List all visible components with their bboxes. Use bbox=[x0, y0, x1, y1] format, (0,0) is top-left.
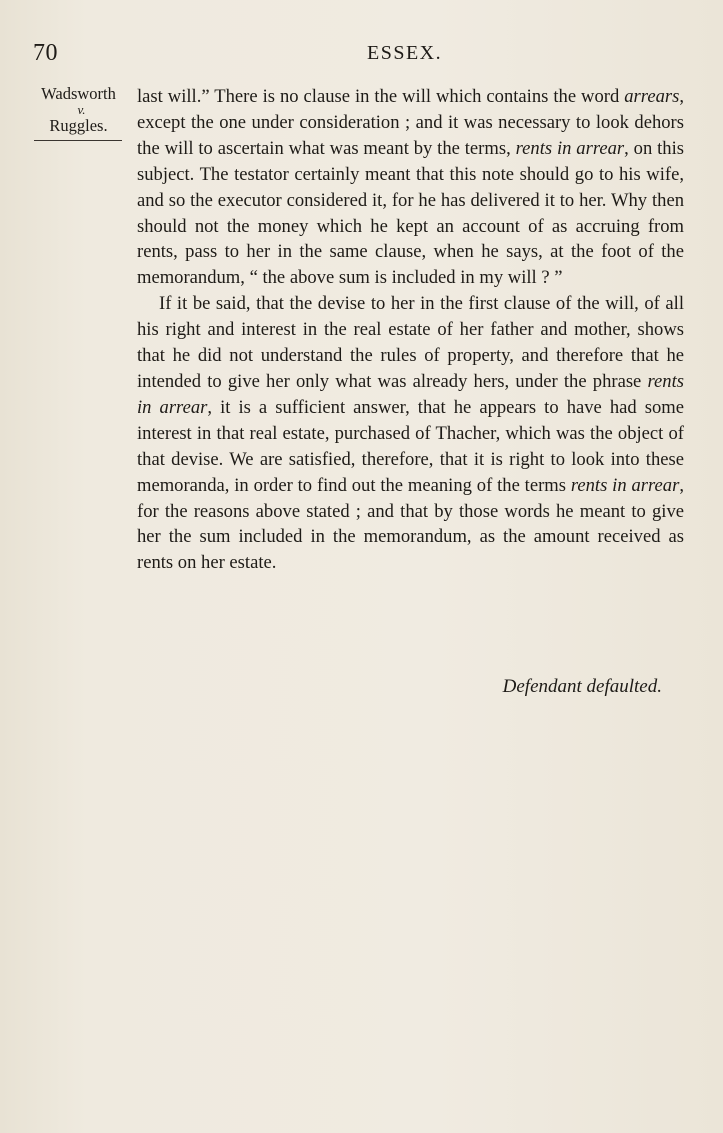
paragraph-2 bbox=[137, 291, 684, 576]
p2-text-2: , it is a sufficient answer, that he appears to have had some interest in that real estate, purchased of Thacher, which was the object of that devise. We are satisfied, therefore, that it is right to look into these memoranda, in order to find out the meaning of the terms bbox=[137, 396, 684, 496]
running-head: ESSEX. bbox=[367, 42, 443, 64]
page-number: 70 bbox=[33, 40, 58, 66]
p2-text-1: If it be said, that the devise to her in the first clause of the will, of all his right and interest in the real estate of her father and mother, shows that he did not understand the rules of property, and therefore that he intended to give her only what was already hers, under the phrase bbox=[137, 293, 684, 392]
body-text bbox=[137, 84, 684, 576]
p2-text-3: , for the reasons above stated ; and that by those words he meant to give her the sum included in the memorandum, as the amount received as rents on her estate. bbox=[137, 474, 684, 574]
p2-italic-1: rents in arrear bbox=[137, 370, 684, 418]
margin-note-defendant: Ruggles. bbox=[49, 116, 108, 135]
p1-italic-2: rents in arrear bbox=[515, 137, 625, 159]
margin-note-versus: v. bbox=[77, 102, 86, 117]
margin-note-plaintiff: Wadsworth bbox=[41, 84, 116, 103]
margin-note-rule bbox=[34, 140, 122, 141]
case-name-margin-note bbox=[32, 84, 125, 141]
p1-text-1: last will.” There is no clause in the will which contains the word bbox=[137, 86, 625, 107]
p1-text-3: , on this subject. The testator certainly meant that this note should go to his wife, and so the executor considered it, for he has delivered it to her. Why then should not the money which he kept an account of as accruing from rents, pass to her in the same clause, when he says, at the foot of the memorandum, “ the above sum is included in my will ? ” bbox=[137, 137, 684, 289]
p1-italic-1: arrears bbox=[624, 86, 680, 107]
p1-text-2: , except the one under consideration ; and it was necessary to look dehors the will to ascertain what was meant by the terms, bbox=[137, 86, 684, 159]
paragraph-1 bbox=[137, 84, 684, 291]
p2-italic-2: rents in arrear bbox=[570, 474, 680, 496]
judgment-line: Defendant defaulted. bbox=[502, 676, 662, 697]
